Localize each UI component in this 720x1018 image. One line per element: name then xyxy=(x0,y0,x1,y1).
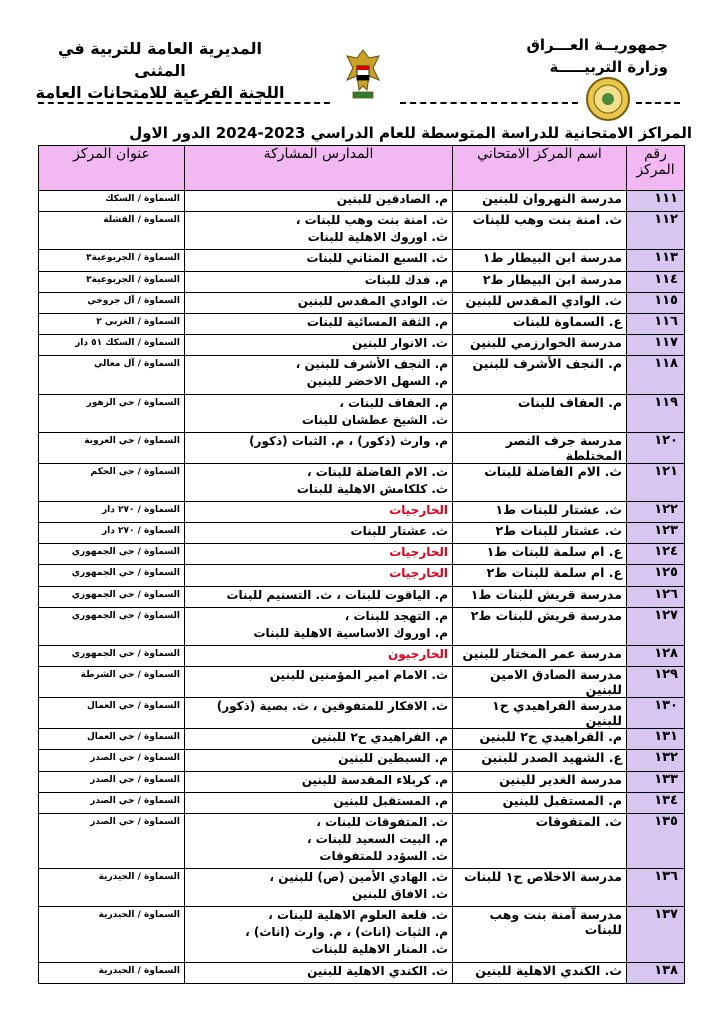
center-address: السماوة / حي العمال xyxy=(39,698,185,729)
school-entry: ث. الانوار للبنين xyxy=(352,336,448,351)
school-entry: م. الفراهيدي ح٢ للبنين xyxy=(311,730,448,745)
participating-schools xyxy=(185,586,453,607)
center-name: ع. السماوة للبنات xyxy=(453,313,627,334)
school-entry: الخارجيون xyxy=(388,647,448,661)
table-row xyxy=(39,586,685,607)
participating-schools xyxy=(185,394,453,432)
school-entry: م. كربلاء المقدسة للبنين xyxy=(301,772,448,787)
participating-schools xyxy=(185,463,453,501)
table-row xyxy=(39,463,685,501)
table-row xyxy=(39,212,685,250)
center-address: السماوة / الحيدرية xyxy=(39,869,185,907)
center-address: السماوة / حي الجمهوري xyxy=(39,544,185,565)
center-name: ث. عشتار للبنات ط١ xyxy=(453,501,627,522)
center-address: السماوة / آل جروخي xyxy=(39,292,185,313)
ministry-label: وزارة التربيـــــة xyxy=(549,58,668,76)
school-entry: م. اوروك الاساسية الاهلية للبنات xyxy=(253,625,448,640)
center-name: مدرسة النهروان للبنين xyxy=(453,191,627,212)
school-entry: م. فدك للبنات xyxy=(364,272,448,287)
center-name: مدرسة عمر المختار للبنين xyxy=(453,646,627,667)
center-name: م. العفاف للبنات xyxy=(453,394,627,432)
center-name: م. الفراهيدي ح٢ للبنين xyxy=(453,729,627,750)
school-entry: م. المستقبل للبنين xyxy=(333,793,448,808)
center-address: السماوة / حي الصدر xyxy=(39,813,185,868)
center-number: ١٢٤ xyxy=(627,544,685,565)
school-entry: ث. امنة بنت وهب للبنات ، xyxy=(295,213,448,228)
school-entry: ث. الوادي المقدس للبنين xyxy=(297,293,448,308)
school-entry: ث. الافكار للمتفوقين ، ث. بصية (ذكور) xyxy=(216,699,448,714)
school-entry: الخارجيات xyxy=(389,502,448,517)
center-name: مدرسة الاخلاص ح١ للبنات xyxy=(453,869,627,907)
center-number: ١٢٦ xyxy=(627,586,685,607)
center-number: ١٢٠ xyxy=(627,432,685,463)
school-entry: م. السهل الاخضر للبنين xyxy=(306,374,448,389)
center-name: م. النجف الأشرف للبنين xyxy=(453,356,627,394)
center-name: مدرسة قريش للبنات ط٢ xyxy=(453,607,627,645)
center-address: السماوة / حي العمال xyxy=(39,729,185,750)
school-entry: ث. كلكامش الاهلية للبنات xyxy=(296,481,448,496)
center-number: ١٢٣ xyxy=(627,523,685,544)
school-entry: ث. الام الفاضلة للبنات ، xyxy=(306,464,448,479)
center-address: السماوة / الجربوعية٣ xyxy=(39,250,185,271)
table-row xyxy=(39,356,685,394)
school-entry: ث. عشتار للبنات xyxy=(350,524,448,539)
center-address: السماوة / ٢٧٠ دار xyxy=(39,523,185,544)
center-address: السماوة / السكك ٥١ دار xyxy=(39,335,185,356)
center-name: ث. امنة بنت وهب للبنات xyxy=(453,212,627,250)
school-entry: ث. اوروك الاهلية للبنات xyxy=(307,230,448,245)
participating-schools xyxy=(185,962,453,983)
column-header-schools: المدارس المشاركة xyxy=(185,146,453,191)
participating-schools xyxy=(185,292,453,313)
center-number: ١٣٢ xyxy=(627,750,685,771)
center-address: السماوة / الحيدرية xyxy=(39,907,185,962)
center-name: ع. الشهيد الصدر للبنين xyxy=(453,750,627,771)
center-number: ١٣٤ xyxy=(627,792,685,813)
table-header-row xyxy=(39,146,685,191)
table-row xyxy=(39,729,685,750)
center-name: م. المستقبل للبنين xyxy=(453,792,627,813)
center-address: السماوة / الغربي ٢ xyxy=(39,313,185,334)
center-address: السماوة / الحيدرية xyxy=(39,962,185,983)
center-number: ١٣٥ xyxy=(627,813,685,868)
center-name: مدرسة ابن البيطار ط٢ xyxy=(453,271,627,292)
school-entry: م. العفاف للبنات ، xyxy=(339,395,448,410)
header-divider xyxy=(636,102,680,104)
ministry-header xyxy=(488,34,668,78)
school-entry: ث. قلعة العلوم الاهلية للبنات ، xyxy=(268,908,448,923)
center-address: السماوة / حي الصدر xyxy=(39,771,185,792)
center-number: ١٢٢ xyxy=(627,501,685,522)
center-address: السماوة / حي العروبة xyxy=(39,432,185,463)
center-name: ث. المتفوقات xyxy=(453,813,627,868)
center-number: ١٣١ xyxy=(627,729,685,750)
table-row xyxy=(39,523,685,544)
center-number: ١٢١ xyxy=(627,463,685,501)
table-row xyxy=(39,432,685,463)
center-number: ١٣٧ xyxy=(627,907,685,962)
participating-schools xyxy=(185,813,453,868)
participating-schools xyxy=(185,313,453,334)
document-title: المراكز الامتحانية للدراسة المتوسطة للعام الدراسي 2023-2024 الدور الاول xyxy=(129,124,692,142)
column-header-address: عنوان المركز xyxy=(39,146,185,191)
table-row xyxy=(39,813,685,868)
center-number: ١٣٠ xyxy=(627,698,685,729)
school-entry: م. النجف الأشرف للبنين ، xyxy=(295,357,448,372)
center-name: ع. ام سلمة للبنات ط١ xyxy=(453,544,627,565)
iraq-eagle-emblem-icon xyxy=(343,46,383,106)
table-row xyxy=(39,607,685,645)
participating-schools xyxy=(185,607,453,645)
center-name: مدرسة جرف النصر المختلطة xyxy=(453,432,627,463)
center-address: السماوة / حي الصدر xyxy=(39,792,185,813)
center-number: ١٣٣ xyxy=(627,771,685,792)
center-number: ١١٤ xyxy=(627,271,685,292)
center-name: مدرسة قريش للبنات ط١ xyxy=(453,586,627,607)
center-name: مدرسة ابن البيطار ط١ xyxy=(453,250,627,271)
table-row xyxy=(39,792,685,813)
table-row xyxy=(39,698,685,729)
table-row xyxy=(39,771,685,792)
committee-label: اللجنة الفرعية للامتحانات العامة xyxy=(35,83,285,102)
school-entry: م. الياقوت للبنات ، ث. التسنيم للبنات xyxy=(226,587,448,602)
school-entry: ث. الافاق للبنين xyxy=(351,887,448,902)
school-entry: ث. الهادي الأمين (ص) للبنين ، xyxy=(269,870,448,885)
center-number: ١٢٩ xyxy=(627,667,685,698)
center-name: مدرسة الصادق الامين للبنين xyxy=(453,667,627,698)
table-row xyxy=(39,271,685,292)
table-row xyxy=(39,907,685,962)
table-body xyxy=(39,191,685,984)
school-entry: ث. المنار الاهلية للبنات xyxy=(311,942,448,957)
center-number: ١٢٥ xyxy=(627,565,685,586)
school-entry: م. التهجد للبنات ، xyxy=(344,608,448,623)
school-entry: م. البيت السعيد للبنات ، xyxy=(307,831,448,846)
table-row xyxy=(39,646,685,667)
center-number: ١٢٧ xyxy=(627,607,685,645)
center-number: ١٣٨ xyxy=(627,962,685,983)
participating-schools xyxy=(185,792,453,813)
center-address: السماوة / آل معالي xyxy=(39,356,185,394)
participating-schools xyxy=(185,271,453,292)
center-name: ع. ام سلمة للبنات ط٢ xyxy=(453,565,627,586)
table-row xyxy=(39,667,685,698)
participating-schools xyxy=(185,523,453,544)
school-entry: ث. المتفوقات للبنات ، xyxy=(316,814,448,829)
school-entry: ث. الشيخ عطشان للبنات xyxy=(301,412,448,427)
center-name: مدرسة آمنة بنت وهب للبنات xyxy=(453,907,627,962)
participating-schools xyxy=(185,335,453,356)
school-entry: م. الثبات (اناث) ، م. وارث (اناث) ، xyxy=(245,925,448,940)
exam-centers-table xyxy=(38,145,685,984)
table-row xyxy=(39,501,685,522)
participating-schools xyxy=(185,565,453,586)
table-row xyxy=(39,250,685,271)
participating-schools xyxy=(185,250,453,271)
center-address: السماوة / حي الصدر xyxy=(39,750,185,771)
directorate-label: المديرية العامة للتربية في المثنى xyxy=(58,39,262,80)
center-address: السماوة / حي الشرطة xyxy=(39,667,185,698)
participating-schools xyxy=(185,212,453,250)
center-name: ث. الام الفاضلة للبنات xyxy=(453,463,627,501)
center-name: مدرسة الخوارزمي للبنين xyxy=(453,335,627,356)
center-address: السماوة / الجربوعية٣ xyxy=(39,271,185,292)
table-row xyxy=(39,335,685,356)
center-name: ث. الوادي المقدس للبنين xyxy=(453,292,627,313)
participating-schools xyxy=(185,191,453,212)
table-row xyxy=(39,750,685,771)
participating-schools xyxy=(185,698,453,729)
table-row xyxy=(39,565,685,586)
participating-schools xyxy=(185,729,453,750)
center-address: السماوة / حي الحكم xyxy=(39,463,185,501)
participating-schools xyxy=(185,356,453,394)
center-number: ١١٦ xyxy=(627,313,685,334)
center-address: السماوة / حي الجمهوري xyxy=(39,646,185,667)
center-number: ١١٧ xyxy=(627,335,685,356)
center-address: السماوة / السكك xyxy=(39,191,185,212)
school-entry: ث. الامام امير المؤمنين للبنين xyxy=(269,668,448,683)
participating-schools xyxy=(185,750,453,771)
table-row xyxy=(39,313,685,334)
column-header-center-name: اسم المركز الامتحاني xyxy=(453,146,627,191)
center-address: السماوة / حي الجمهوري xyxy=(39,586,185,607)
participating-schools xyxy=(185,544,453,565)
center-number: ١١٢ xyxy=(627,212,685,250)
header-divider xyxy=(38,102,330,104)
table-row xyxy=(39,869,685,907)
center-number: ١١٩ xyxy=(627,394,685,432)
participating-schools xyxy=(185,907,453,962)
school-entry: م. السبطين للبنين xyxy=(338,751,448,766)
participating-schools xyxy=(185,501,453,522)
table-row xyxy=(39,292,685,313)
center-address: السماوة / حي الزهور xyxy=(39,394,185,432)
school-entry: م. الصادقين للبنين xyxy=(336,192,448,206)
header-divider xyxy=(400,102,578,104)
school-entry: م. وارث (ذكور) ، م. الثبات (ذكور) xyxy=(249,433,448,448)
republic-label: جمهوريــة العـــراق xyxy=(526,36,668,54)
participating-schools xyxy=(185,667,453,698)
school-entry: ث. الكندي الاهلية للبنين xyxy=(307,963,448,978)
table-row xyxy=(39,394,685,432)
school-entry: م. الثقة المسائية للبنات xyxy=(306,314,448,329)
school-entry: ث. السؤدد للمتفوقات xyxy=(319,848,448,863)
table-row xyxy=(39,962,685,983)
center-address: السماوة / ٢٧٠ دار xyxy=(39,501,185,522)
center-name: ث. الكندي الاهلية للبنين xyxy=(453,962,627,983)
school-entry: ث. السبع المثاني للبنات xyxy=(306,251,448,266)
center-address: السماوة / حي الجمهوري xyxy=(39,607,185,645)
column-header-number: رقم المركز xyxy=(627,146,685,191)
center-number: ١٢٨ xyxy=(627,646,685,667)
center-address: السماوة / القشلة xyxy=(39,212,185,250)
center-name: مدرسة الغدير للبنين xyxy=(453,771,627,792)
ministry-seal-icon xyxy=(585,76,631,122)
center-number: ١١٨ xyxy=(627,356,685,394)
center-address: السماوة / حي الجمهوري xyxy=(39,565,185,586)
school-entry: الخارجيات xyxy=(389,566,448,581)
center-number: ١٣٦ xyxy=(627,869,685,907)
participating-schools xyxy=(185,646,453,667)
table-row xyxy=(39,544,685,565)
participating-schools xyxy=(185,869,453,907)
directorate-header xyxy=(30,38,290,104)
center-number: ١١١ xyxy=(627,191,685,212)
center-number: ١١٥ xyxy=(627,292,685,313)
participating-schools xyxy=(185,432,453,463)
table-row xyxy=(39,191,685,212)
participating-schools xyxy=(185,771,453,792)
center-name: مدرسة الفراهيدي ح١ للبنين xyxy=(453,698,627,729)
center-name: ث. عشتار للبنات ط٢ xyxy=(453,523,627,544)
school-entry: الخارجيات xyxy=(389,545,448,560)
center-number: ١١٣ xyxy=(627,250,685,271)
